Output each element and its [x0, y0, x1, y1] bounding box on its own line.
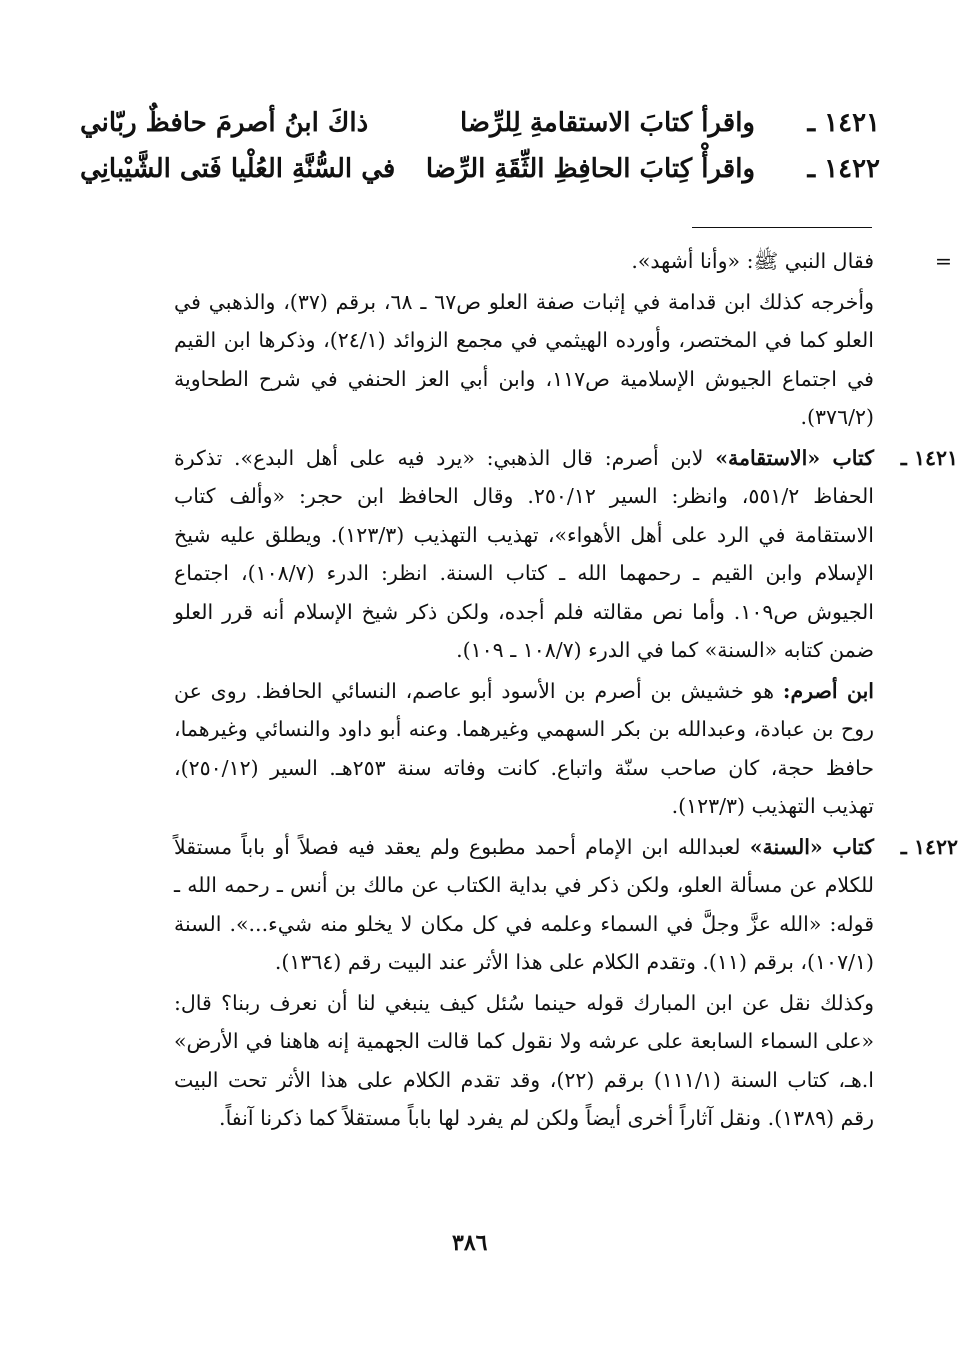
- page-number: ٣٨٦: [452, 1230, 488, 1256]
- biography-label: ابن أصرم:: [782, 678, 875, 703]
- note-1422: [174, 828, 958, 982]
- takhrij-text: وأخرجه كذلك ابن قدامة في إثبات صفة العلو ص٦٧ ـ ٦٨، برقم (٣٧)، والذهبي في العلو كما في المختصر، وأورده الهيثمي في مجمع الزوائد (٢٤/١)، وذكرها ابن القيم في اجتماع الجيوش الإسلامية ص١١٧، وابن أبي العز الحنفي في شرح الطحاوية (٣٧٦/٢).: [174, 289, 875, 429]
- note-1421: [174, 439, 958, 670]
- verse-number: ١٤٢٢ ـ: [807, 154, 880, 184]
- ibn-mubarak-text: وكذلك نقل عن ابن المبارك قوله حينما سُئل كيف ينبغي لنا أن نعرف ربنا؟ قال: «على السماء السابعة على عرشه ولا نقول كما قالت الجهمية إنه هاهنا في الأرض» ا.هـ، كتاب السنة (١١١/١) برقم (٢٢)، وقد تقدم الكلام على هذا الأثر تحت البيت رقم (١٣٨٩). ونقل آثاراً أخرى أيضاً ولكن لم يفرد لها باباً مستقلاً كما ذكرنا آنفاً.: [174, 990, 874, 1130]
- ibn-asram-biography: [174, 672, 874, 826]
- footnote-divider: [692, 227, 872, 228]
- book-title: كتاب «السنة»: [749, 834, 874, 859]
- verse-second-hemistich: في السُّنَّةِ العُلْيا فَتى الشَّيْبانِي: [80, 154, 396, 184]
- continuation-note: [174, 242, 952, 281]
- note-number: ١٤٢١ ـ: [900, 445, 958, 470]
- biography-text: هو خشيش بن أصرم بن الأسود أبو عاصم، النسائي الحافظ. روى عن روح بن عبادة، وعبدالله بن بكر السهمي وغيرهما. وعنه أبو داود والنسائي وغيرهما، حافظ حجة، كان صاحب سنّة واتباع. كانت وفاته سنة ٢٥٣هـ. السير (٢٥٠/١٢)، تهذيب التهذيب (١٢٣/٣).: [174, 678, 874, 818]
- verse-first-hemistich: واقرأ كتابَ الاستقامةِ لِلرِّضا: [459, 108, 755, 138]
- continuation-text: فقال النبي ﷺ: «وأنا أشهد».: [631, 249, 874, 273]
- verse-first-hemistich: واقرأْ كِتابَ الحافِظِ الثِّقَةِ الرِّضا: [425, 154, 755, 184]
- takhrij-paragraph: [174, 283, 874, 437]
- verse-number: ١٤٢١ ـ: [807, 108, 880, 138]
- verse-1421: [80, 108, 880, 148]
- ibn-mubarak-paragraph: [174, 984, 874, 1138]
- continuation-marker: =: [934, 249, 952, 273]
- book-title: كتاب «الاستقامة»: [715, 445, 874, 470]
- verse-1422: [80, 154, 880, 194]
- note-text: لعبدالله ابن الإمام أحمد مطبوع ولم يعقد فيه فصلاً أو باباً مستقلاً للكلام عن مسألة العلو، ولكن ذكر في بداية الكتاب عن مالك بن أنس ـ رحمه الله ـ قوله: «الله عزَّ وجلَّ في السماء وعلمه في كل مكان لا يخلو منه شيء...». السنة (١٠٧/١)، برقم (١١). وتقدم الكلام على هذا الأثر عند البيت رقم (١٣٦٤).: [174, 834, 874, 974]
- verse-second-hemistich: ذاكَ ابنُ أصرمَ حافظٌ ربّاني: [80, 108, 369, 138]
- note-number: ١٤٢٢ ـ: [900, 834, 958, 859]
- note-text: لابن أصرم: قال الذهبي: «يرد فيه على أهل البدع». تذكرة الحفاظ ٥٥١/٢، وانظر: السير ٢٥٠/١٢. وقال الحافظ ابن حجر: «وألف كتاب الاستقامة في الرد على أهل الأهواء»، تهذيب التهذيب (١٢٣/٣). ويطلق عليه شيخ الإسلام وابن القيم ـ رحمهما الله ـ كتاب السنة. انظر: الدرء (١٠٨/٧)، اجتماع الجيوش ص١٠٩. وأما نص مقالته فلم أجده، ولكن ذكر شيخ الإسلام أنه قرر العلو ضمن كتابه «السنة» كما في الدرء (١٠٨/٧ ـ ١٠٩).: [174, 445, 874, 662]
- footnotes: [174, 242, 958, 1140]
